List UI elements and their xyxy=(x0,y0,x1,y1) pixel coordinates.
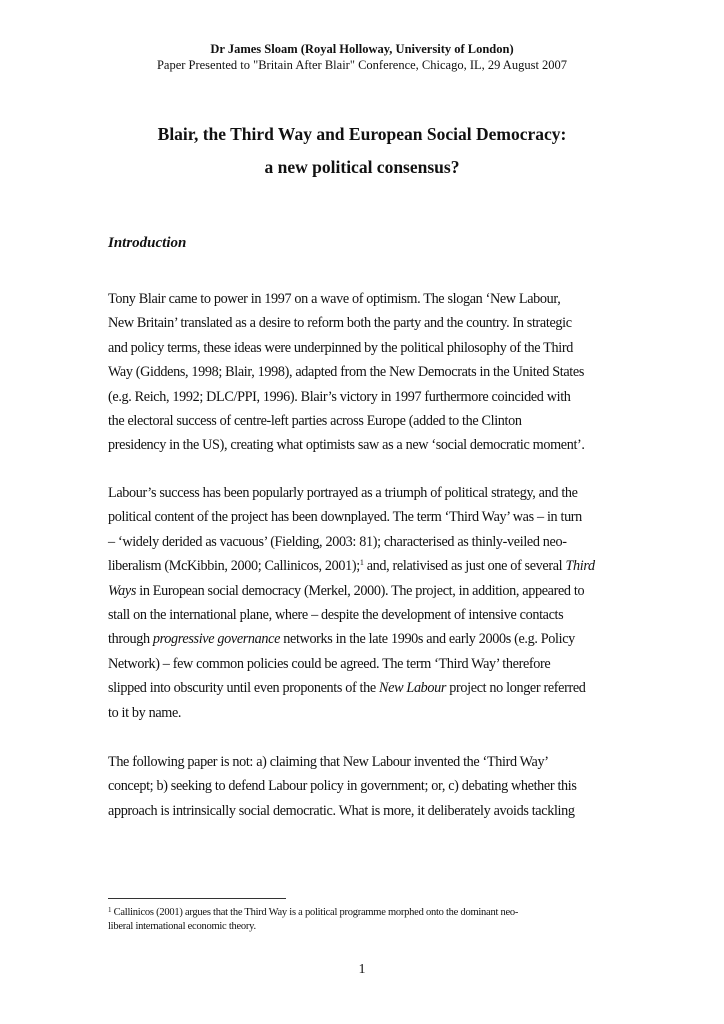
paragraph-line: (e.g. Reich, 1992; DLC/PPI, 1996). Blair’s victory in 1997 furthermore coincided with xyxy=(108,388,571,405)
paragraph-line: to it by name. xyxy=(108,704,182,721)
italic-span: Third xyxy=(565,558,595,575)
paragraph-line xyxy=(108,627,628,651)
italic-span: Ways xyxy=(108,582,137,599)
text-span: networks in the late 1990s and early 2000s (e.g. Policy xyxy=(280,631,575,648)
page-number: 1 xyxy=(358,962,366,977)
footnote-line-1 xyxy=(108,906,628,920)
paragraph-1 xyxy=(108,287,628,458)
italic-span: New Labour xyxy=(379,680,447,697)
paragraph-line: and policy terms, these ideas were underpinned by the political philosophy of the Third xyxy=(108,339,573,356)
paragraph-line: presidency in the US), creating what optimists saw as a new ‘social democratic moment’. xyxy=(108,437,585,454)
paragraph-line xyxy=(108,554,628,578)
paragraph-3 xyxy=(108,750,628,823)
footnote-divider xyxy=(108,898,286,899)
footnote-reference[interactable]: 1 xyxy=(359,558,364,568)
paragraph-line: concept; b) seeking to defend Labour policy in government; or, c) debating whether this xyxy=(108,778,577,795)
italic-span: progressive governance xyxy=(152,631,281,648)
paper-title-line-2: a new political consensus? xyxy=(264,157,460,177)
paragraph-line: stall on the international plane, where – despite the development of intensive contacts xyxy=(108,606,564,623)
text-span: slipped into obscurity until even proponents of the xyxy=(108,680,380,697)
author-line: Dr James Sloam (Royal Holloway, University of London) xyxy=(210,42,514,56)
paragraph-line: Way (Giddens, 1998; Blair, 1998), adapted from the New Democrats in the United States xyxy=(108,364,585,381)
text-span: project no longer referred xyxy=(446,680,586,697)
conference-line: Paper Presented to "Britain After Blair" Conference, Chicago, IL, 29 August 2007 xyxy=(156,58,568,72)
paragraph-line: Labour’s success has been popularly portrayed as a triumph of political strategy, and the xyxy=(108,485,578,501)
section-heading: Introduction xyxy=(108,235,187,251)
paragraph-line: Network) – few common policies could be agreed. The term ‘Third Way’ therefore xyxy=(108,655,551,672)
paper-title-line-1: Blair, the Third Way and European Social Democracy: xyxy=(157,124,567,144)
paragraph-2 xyxy=(108,481,628,725)
page-header xyxy=(0,41,724,73)
footnote-text: Callinicos (2001) argues that the Third Way is a political programme morphed onto the dominant neo- xyxy=(111,907,519,918)
paragraph-line: – ‘widely derided as vacuous’ (Fielding, 2003: 81); characterised as thinly-veiled neo- xyxy=(108,533,567,550)
footnote xyxy=(108,906,628,933)
footnote-marker: 1 xyxy=(108,906,112,914)
paragraph-line: Tony Blair came to power in 1997 on a wave of optimism. The slogan ‘New Labour, xyxy=(108,291,561,307)
text-span: and, relativised as just one of several xyxy=(363,558,566,575)
text-span: in European social democracy (Merkel, 2000). The project, in addition, appeared to xyxy=(136,582,585,599)
paragraph-line xyxy=(108,676,628,700)
paragraph-line: the electoral success of centre-left parties across Europe (added to the Clinton xyxy=(108,412,522,429)
paragraph-line: The following paper is not: a) claiming that New Labour invented the ‘Third Way’ xyxy=(108,754,549,770)
paragraph-line: political content of the project has been downplayed. The term ‘Third Way’ was – in turn xyxy=(108,509,582,526)
paragraph-line: approach is intrinsically social democratic. What is more, it deliberately avoids tackling xyxy=(108,802,575,819)
text-span: through xyxy=(108,631,153,648)
text-span: liberalism (McKibbin, 2000; Callinicos, 2001); xyxy=(108,558,360,575)
paragraph-line: New Britain’ translated as a desire to reform both the party and the country. In strategic xyxy=(108,315,572,332)
paragraph-line xyxy=(108,579,628,603)
footnote-line-2: liberal international economic theory. xyxy=(108,920,256,932)
